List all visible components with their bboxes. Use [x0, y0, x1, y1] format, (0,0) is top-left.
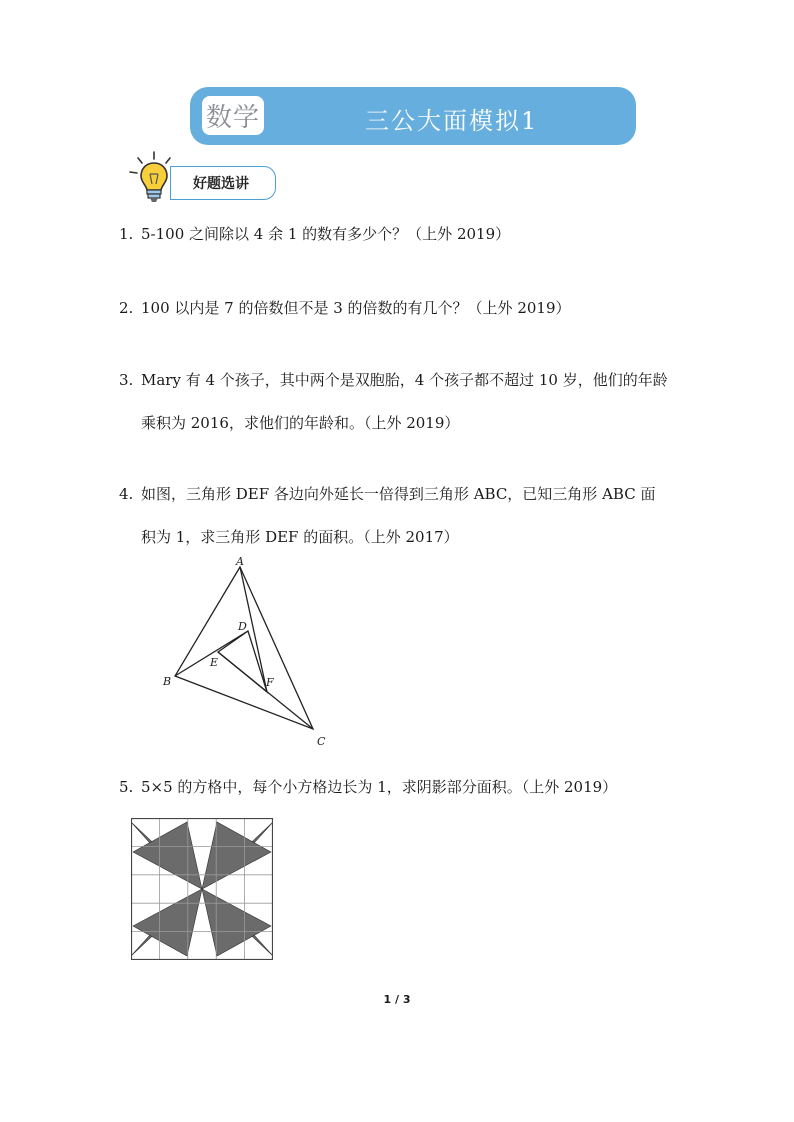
- triangle-abc: [175, 567, 313, 729]
- question-1: 1. 5-100 之间除以 4 余 1 的数有多少个？（上外 2019）: [119, 225, 511, 243]
- question-4: 4. 如图，三角形 DEF 各边向外延长一倍得到三角形 ABC，已知三角形 ABC 面: [119, 485, 656, 503]
- section-tag: [170, 166, 276, 200]
- header-banner: [190, 87, 636, 145]
- triangle-def: [218, 631, 267, 692]
- label-c: C: [317, 735, 326, 748]
- section-label: 好题选讲: [193, 176, 249, 192]
- label-d: D: [238, 620, 247, 633]
- question-4-cont: 积为 1，求三角形 DEF 的面积。（上外 2017）: [141, 528, 459, 546]
- label-e: E: [210, 656, 219, 669]
- question-2: 2. 100 以内是 7 的倍数但不是 3 的倍数的有几个？（上外 2019）: [119, 299, 571, 317]
- subject-badge: [202, 96, 264, 135]
- question-3-cont: 乘积为 2016，求他们的年龄和。（上外 2019）: [141, 414, 460, 432]
- label-a: A: [236, 556, 244, 568]
- page-title: 三公大面模拟1: [365, 107, 539, 135]
- triangle-figure: [156, 556, 346, 752]
- subject-label: 数学: [205, 103, 260, 133]
- grid-figure: [131, 818, 273, 960]
- label-f: F: [266, 676, 274, 689]
- label-b: B: [163, 675, 172, 688]
- page-number: 1 / 3: [383, 993, 411, 1006]
- question-3: 3. Mary 有 4 个孩子，其中两个是双胞胎，4 个孩子都不超过 10 岁，他们的年龄: [119, 371, 668, 389]
- question-5: 5. 5×5 的方格中，每个小方格边长为 1，求阴影部分面积。（上外 2019）: [119, 778, 618, 796]
